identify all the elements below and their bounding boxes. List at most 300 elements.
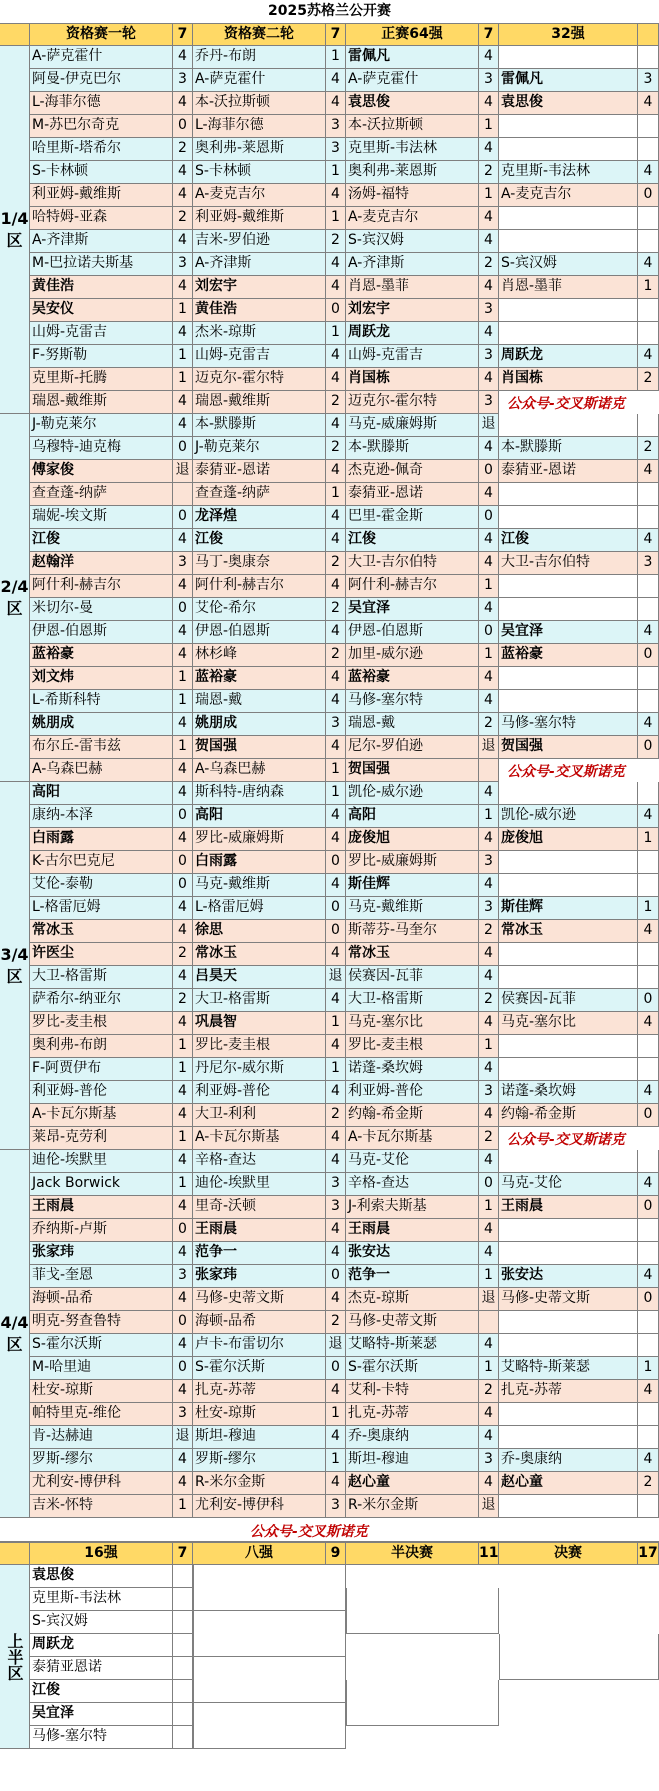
player-score: 4 (173, 1472, 193, 1495)
player-score (638, 46, 659, 69)
player-name: 山姆-克雷吉 (30, 322, 173, 345)
best-of-header: 7 (173, 23, 193, 46)
player-score: 4 (173, 621, 193, 644)
player-name: 瑞恩-戴 (193, 690, 326, 713)
player-name: M-巴拉诺夫斯基 (30, 253, 173, 276)
player-name: 黄佳浩 (193, 299, 326, 322)
player-name: 罗比-威廉姆斯 (193, 828, 326, 851)
player-name: A-齐津斯 (346, 253, 479, 276)
player-score: 0 (173, 437, 193, 460)
player-name: 尼尔-罗伯逊 (346, 736, 479, 759)
player-score: 4 (173, 1081, 193, 1104)
player-score: 0 (173, 1357, 193, 1380)
player-score: 4 (479, 782, 499, 805)
player-score: 4 (326, 368, 346, 391)
player-score: 1 (326, 782, 346, 805)
player-name (499, 1495, 638, 1518)
player-name: 乔丹-布朗 (193, 46, 326, 69)
player-score: 4 (479, 966, 499, 989)
player-name: 迪伦-埃默里 (30, 1150, 173, 1173)
player-name: 王雨晨 (30, 1196, 173, 1219)
player-score: 4 (326, 1035, 346, 1058)
player-score: 4 (173, 1150, 193, 1173)
player-name: 贺国强 (193, 736, 326, 759)
player-score: 2 (326, 644, 346, 667)
player-score: 退 (173, 1426, 193, 1449)
player-score (638, 1495, 659, 1518)
player-name: 大卫-格雷斯 (193, 989, 326, 1012)
player-name: 泰猜亚-恩诺 (346, 483, 479, 506)
player-name: 汤姆-福特 (346, 184, 479, 207)
player-name: 巩晨智 (193, 1012, 326, 1035)
player-score: 1 (326, 1403, 346, 1426)
player-name: 泰猜亚-恩诺 (499, 460, 638, 483)
player-score: 0 (173, 1311, 193, 1334)
player-score: 4 (638, 920, 659, 943)
best-of-header: 7 (326, 23, 346, 46)
player-name: 本-默滕斯 (193, 414, 326, 437)
player-name (499, 322, 638, 345)
player-score: 4 (173, 1104, 193, 1127)
player-score: 4 (638, 345, 659, 368)
player-name: 徐思 (193, 920, 326, 943)
player-name: 马修-塞尔特 (499, 713, 638, 736)
player-name: 杰米-琼斯 (193, 322, 326, 345)
player-name: 罗斯-缪尔 (193, 1449, 326, 1472)
player-score: 4 (479, 529, 499, 552)
player-name: 丹尼尔-威尔斯 (193, 1058, 326, 1081)
player-name: R-米尔金斯 (346, 1495, 479, 1518)
player-score: 4 (326, 989, 346, 1012)
player-name: A-卡瓦尔斯基 (193, 1127, 326, 1150)
player-name: A-卡瓦尔斯基 (346, 1127, 479, 1150)
player-name: 刘文炜 (30, 667, 173, 690)
player-name (499, 1058, 638, 1081)
player-score: 4 (326, 736, 346, 759)
player-score: 0 (638, 989, 659, 1012)
player-score: 4 (173, 184, 193, 207)
player-score: 2 (479, 713, 499, 736)
player-score: 3 (479, 391, 499, 414)
player-name: 白雨露 (30, 828, 173, 851)
player-score: 0 (638, 1196, 659, 1219)
player-score: 1 (479, 1196, 499, 1219)
player-name: 马修-史蒂文斯 (193, 1288, 326, 1311)
player-name: 江俊 (193, 529, 326, 552)
player-name (499, 598, 638, 621)
player-name: 里奇-沃顿 (193, 1196, 326, 1219)
best-of-header: 7 (173, 1542, 193, 1565)
player-name (499, 1035, 638, 1058)
player-name: 吉米-怀特 (30, 1495, 173, 1518)
player-score (638, 1058, 659, 1081)
player-name: S-宾汉姆 (499, 253, 638, 276)
player-name: 吴安仪 (30, 299, 173, 322)
player-name: 辛格-查达 (346, 1173, 479, 1196)
player-score: 4 (173, 1380, 193, 1403)
player-score (638, 506, 659, 529)
player-name (499, 874, 638, 897)
player-name: A-乌森巴赫 (30, 759, 173, 782)
player-score: 4 (326, 1150, 346, 1173)
player-name: 傅家俊 (30, 460, 173, 483)
player-name: 蓝裕豪 (30, 644, 173, 667)
player-name: 张安达 (346, 1242, 479, 1265)
player-name: M-哈里迪 (30, 1357, 173, 1380)
player-name: 泰猜亚-恩诺 (193, 460, 326, 483)
player-name: 范争一 (346, 1265, 479, 1288)
player-name: A-麦克吉尔 (193, 184, 326, 207)
player-score: 1 (326, 207, 346, 230)
player-score (638, 1426, 659, 1449)
player-score: 退 (479, 736, 499, 759)
player-score: 4 (326, 1380, 346, 1403)
player-name: 姚朋成 (30, 713, 173, 736)
player-name (499, 414, 638, 437)
player-name: 斯佳辉 (346, 874, 479, 897)
player-score (173, 1726, 193, 1749)
player-score: 退 (479, 1495, 499, 1518)
round-header: 正赛64强 (346, 23, 479, 46)
player-score: 3 (326, 1173, 346, 1196)
player-name: 范争一 (193, 1242, 326, 1265)
player-name: 江俊 (30, 1680, 173, 1703)
player-score: 1 (479, 115, 499, 138)
player-score: 0 (326, 920, 346, 943)
player-name: 杰克-琼斯 (346, 1288, 479, 1311)
player-score: 4 (173, 391, 193, 414)
player-score: 4 (173, 92, 193, 115)
player-name: 斯科特-唐纳森 (193, 782, 326, 805)
player-score: 0 (638, 1288, 659, 1311)
player-name: 本-默滕斯 (499, 437, 638, 460)
player-score: 4 (479, 437, 499, 460)
player-name: 马丁-奥康奈 (193, 552, 326, 575)
player-name: 查查蓬-纳萨 (193, 483, 326, 506)
player-name (499, 782, 638, 805)
player-name: 瑞恩-戴维斯 (30, 391, 173, 414)
player-name: 龙泽煌 (193, 506, 326, 529)
player-name: F-阿贾伊布 (30, 1058, 173, 1081)
player-score: 1 (479, 1035, 499, 1058)
player-score: 2 (326, 1104, 346, 1127)
player-score: 4 (173, 782, 193, 805)
player-name: 利亚姆-戴维斯 (193, 207, 326, 230)
player-name: 伊恩-伯恩斯 (346, 621, 479, 644)
player-score: 3 (326, 1196, 346, 1219)
player-name (499, 1242, 638, 1265)
player-score: 4 (173, 575, 193, 598)
player-name: Jack Borwick (30, 1173, 173, 1196)
player-name: 杜安-琼斯 (193, 1403, 326, 1426)
player-score (638, 322, 659, 345)
player-score (638, 575, 659, 598)
player-name: M-苏巴尔奇克 (30, 115, 173, 138)
player-name: S-霍尔沃斯 (30, 1334, 173, 1357)
player-score: 0 (638, 736, 659, 759)
player-name: 马克-戴维斯 (193, 874, 326, 897)
player-name: S-霍尔沃斯 (193, 1357, 326, 1380)
player-score: 1 (173, 299, 193, 322)
player-score: 1 (326, 483, 346, 506)
player-name: 奥利弗-莱恩斯 (346, 161, 479, 184)
player-score: 2 (173, 943, 193, 966)
player-score (173, 1657, 193, 1680)
player-name (499, 1150, 638, 1173)
player-name: 常冰玉 (499, 920, 638, 943)
player-name: 大卫-格雷斯 (346, 989, 479, 1012)
best-of-header: 7 (479, 23, 499, 46)
player-score: 4 (326, 943, 346, 966)
player-score (173, 1634, 193, 1657)
player-name: 周跃龙 (30, 1634, 173, 1657)
player-name (499, 1403, 638, 1426)
player-score: 4 (479, 874, 499, 897)
player-score: 4 (638, 529, 659, 552)
player-name: 肖国栋 (346, 368, 479, 391)
player-name: 瑞妮-埃文斯 (30, 506, 173, 529)
player-name: 本-沃拉斯顿 (193, 92, 326, 115)
player-name: 乔-奥康纳 (499, 1449, 638, 1472)
player-name: 常冰玉 (346, 943, 479, 966)
player-name: K-古尔巴克尼 (30, 851, 173, 874)
player-score: 0 (638, 1104, 659, 1127)
player-score (638, 207, 659, 230)
player-score: 1 (173, 1058, 193, 1081)
player-name (499, 1426, 638, 1449)
player-name: 常冰玉 (30, 920, 173, 943)
player-score (638, 414, 659, 437)
player-name: 辛格-查达 (193, 1150, 326, 1173)
player-score: 3 (479, 1081, 499, 1104)
player-name: 贺国强 (346, 759, 479, 782)
player-name (499, 230, 638, 253)
player-score: 3 (326, 713, 346, 736)
player-name: 泰猜亚恩诺 (30, 1657, 173, 1680)
player-score: 1 (173, 736, 193, 759)
player-name: 蓝裕豪 (346, 667, 479, 690)
player-score: 0 (326, 1357, 346, 1380)
best-of-header: 11 (479, 1542, 499, 1565)
player-score: 4 (173, 966, 193, 989)
player-score: 1 (638, 276, 659, 299)
player-name: 肯-达赫迪 (30, 1426, 173, 1449)
player-name: 吴宜泽 (346, 598, 479, 621)
player-name: 利亚姆-普伦 (30, 1081, 173, 1104)
player-name: 尤利安-博伊科 (193, 1495, 326, 1518)
player-name: 吴宜泽 (30, 1703, 173, 1726)
region-label: 2/4 区 (0, 414, 30, 782)
player-name: 罗比-威廉姆斯 (346, 851, 479, 874)
player-score: 4 (173, 759, 193, 782)
player-score: 4 (326, 805, 346, 828)
player-name: A-齐津斯 (193, 253, 326, 276)
player-score: 2 (479, 1380, 499, 1403)
player-score: 4 (479, 667, 499, 690)
player-score: 4 (173, 322, 193, 345)
player-name: 肖恩-墨菲 (499, 276, 638, 299)
player-name: 罗比-麦圭根 (30, 1012, 173, 1035)
player-name: 海顿-品希 (30, 1288, 173, 1311)
player-score: 3 (173, 253, 193, 276)
player-name: 凯伦-威尔逊 (499, 805, 638, 828)
player-score: 4 (326, 276, 346, 299)
player-name (499, 1334, 638, 1357)
player-name: 吉米-罗伯逊 (193, 230, 326, 253)
player-name: 罗比-麦圭根 (193, 1035, 326, 1058)
player-score: 1 (173, 1495, 193, 1518)
player-score: 4 (479, 1472, 499, 1495)
player-name: L-希斯科特 (30, 690, 173, 713)
player-score: 3 (479, 299, 499, 322)
player-name: 哈特姆-亚森 (30, 207, 173, 230)
best-of-header: 9 (326, 1542, 346, 1565)
player-score (638, 1035, 659, 1058)
player-score: 4 (326, 828, 346, 851)
player-score (638, 1311, 659, 1334)
player-name: 庞俊旭 (346, 828, 479, 851)
player-name: 贺国强 (499, 736, 638, 759)
player-name: 罗比-麦圭根 (346, 1035, 479, 1058)
player-name: A-萨克霍什 (30, 46, 173, 69)
player-name: 利亚姆-普伦 (193, 1081, 326, 1104)
player-name: A-卡瓦尔斯基 (30, 1104, 173, 1127)
player-score: 2 (638, 368, 659, 391)
player-score: 4 (638, 1449, 659, 1472)
region-label: 上半区 (0, 1565, 30, 1749)
player-name: S-霍尔沃斯 (346, 1357, 479, 1380)
player-name: 加里-威尔逊 (346, 644, 479, 667)
player-name (499, 138, 638, 161)
player-score: 0 (479, 460, 499, 483)
player-score: 退 (479, 414, 499, 437)
player-name: 赵翰洋 (30, 552, 173, 575)
player-score: 1 (479, 184, 499, 207)
player-name: 高阳 (193, 805, 326, 828)
player-name: 山姆-克雷吉 (193, 345, 326, 368)
player-name: A-萨克霍什 (193, 69, 326, 92)
player-score: 2 (479, 920, 499, 943)
player-score: 4 (173, 828, 193, 851)
watermark-text: 公众号-交叉斯诺克 (507, 396, 625, 412)
player-name: 马克-塞尔比 (346, 1012, 479, 1035)
player-name: 杰克逊-佩奇 (346, 460, 479, 483)
player-score: 4 (326, 69, 346, 92)
player-name: 高阳 (346, 805, 479, 828)
round-header: 32强 (499, 23, 638, 46)
player-score: 4 (173, 1196, 193, 1219)
player-score: 4 (479, 1334, 499, 1357)
player-name (499, 46, 638, 69)
player-score: 4 (479, 828, 499, 851)
player-score: 4 (326, 506, 346, 529)
player-score (638, 874, 659, 897)
player-name: 斯坦-穆迪 (193, 1426, 326, 1449)
player-score: 4 (173, 897, 193, 920)
player-score: 4 (479, 276, 499, 299)
player-score: 4 (638, 1173, 659, 1196)
player-score: 4 (326, 1472, 346, 1495)
player-name: F-努斯勒 (30, 345, 173, 368)
player-score: 3 (479, 345, 499, 368)
player-name: 伊恩-伯恩斯 (193, 621, 326, 644)
best-of-header (638, 23, 659, 46)
player-score: 4 (326, 1242, 346, 1265)
player-score (173, 1680, 193, 1703)
player-name: 王雨晨 (499, 1196, 638, 1219)
player-score: 4 (638, 460, 659, 483)
player-score: 4 (479, 46, 499, 69)
player-name (499, 299, 638, 322)
player-score: 4 (479, 1242, 499, 1265)
player-name: 蓝裕豪 (193, 667, 326, 690)
player-score: 4 (479, 230, 499, 253)
watermark-text: 公众号-交叉斯诺克 (507, 1132, 625, 1148)
player-name: A-麦克吉尔 (499, 184, 638, 207)
player-name: 蓝裕豪 (499, 644, 638, 667)
player-score: 4 (638, 1380, 659, 1403)
player-score: 0 (326, 299, 346, 322)
player-name: 利亚姆-普伦 (346, 1081, 479, 1104)
player-score: 3 (326, 1495, 346, 1518)
player-score: 1 (638, 828, 659, 851)
player-name: 大卫-利利 (193, 1104, 326, 1127)
player-score (638, 299, 659, 322)
player-score: 1 (479, 1357, 499, 1380)
player-score: 4 (479, 943, 499, 966)
player-score: 4 (479, 1058, 499, 1081)
player-score (638, 966, 659, 989)
player-name: 常冰玉 (193, 943, 326, 966)
player-name: 扎克-苏蒂 (499, 1380, 638, 1403)
player-score: 0 (326, 1265, 346, 1288)
player-score: 0 (479, 621, 499, 644)
player-name: 艾略特-斯莱瑟 (346, 1334, 479, 1357)
player-score: 4 (173, 161, 193, 184)
player-score (638, 1242, 659, 1265)
player-score: 1 (326, 322, 346, 345)
player-name: 乔纳斯-卢斯 (30, 1219, 173, 1242)
player-score (173, 1588, 193, 1611)
region-label: 3/4 区 (0, 782, 30, 1150)
player-score: 4 (638, 805, 659, 828)
player-name: 乌穆特-迪克梅 (30, 437, 173, 460)
player-score (173, 1611, 193, 1634)
player-name: 扎克-苏蒂 (346, 1403, 479, 1426)
player-score: 4 (326, 1127, 346, 1150)
player-score: 0 (479, 506, 499, 529)
player-score: 4 (173, 230, 193, 253)
player-score: 0 (638, 184, 659, 207)
player-name (499, 690, 638, 713)
player-name: 黄佳浩 (30, 276, 173, 299)
player-score: 0 (638, 644, 659, 667)
player-name: 迪伦-埃默里 (193, 1173, 326, 1196)
player-name: 利亚姆-戴维斯 (30, 184, 173, 207)
player-name: 周跃龙 (346, 322, 479, 345)
player-score (638, 138, 659, 161)
round-header: 资格赛一轮 (30, 23, 173, 46)
player-name (499, 1219, 638, 1242)
player-score: 退 (326, 966, 346, 989)
player-name: 林杉峰 (193, 644, 326, 667)
player-name: 杜安-琼斯 (30, 1380, 173, 1403)
player-name: 本-沃拉斯顿 (346, 115, 479, 138)
header-corner (0, 1542, 30, 1565)
player-name: 约翰-希金斯 (346, 1104, 479, 1127)
player-score: 2 (326, 230, 346, 253)
player-name: 斯坦-穆迪 (346, 1449, 479, 1472)
